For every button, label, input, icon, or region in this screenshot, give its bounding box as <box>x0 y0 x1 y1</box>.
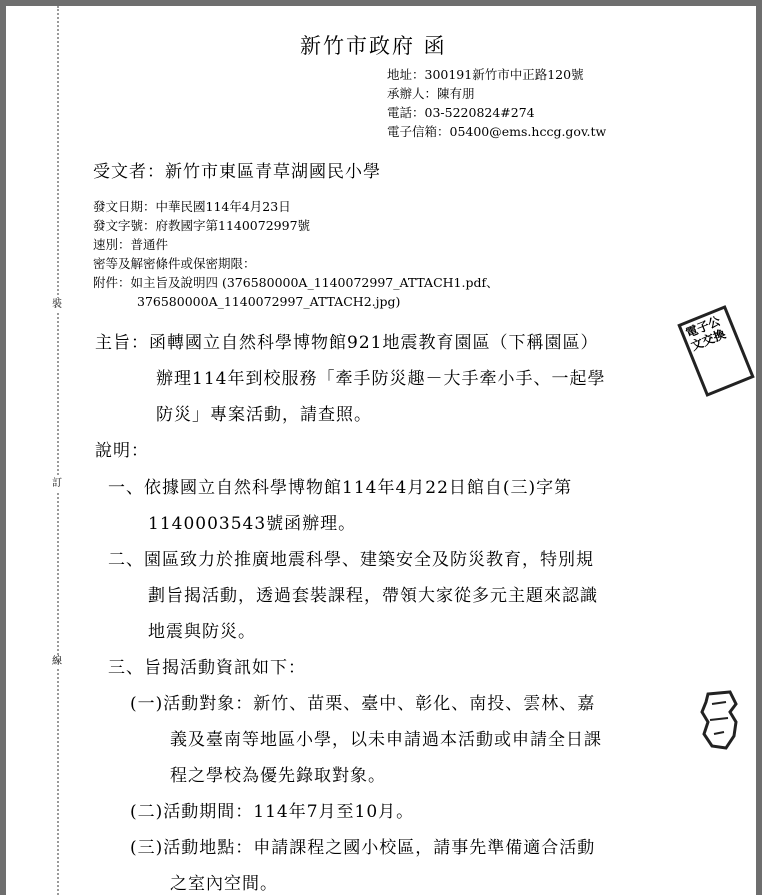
explanation-item2-line1: 二、園區致力於推廣地震科學、建築安全及防災教育，特別規 <box>108 550 594 570</box>
window-frame-left <box>0 0 6 895</box>
meta-speed: 速別：普通件 <box>93 237 169 252</box>
contact-phone: 電話：03-5220824#274 <box>387 105 535 120</box>
explanation-item3-sub2: (二)活動期間：114年7月至10月。 <box>130 802 415 822</box>
binding-line <box>57 6 59 895</box>
window-frame-right <box>756 0 762 895</box>
explanation-item3-sub1-line2: 義及臺南等地區小學，以未申請過本活動或申請全日課 <box>170 730 602 750</box>
explanation-item1-line2: 1140003543號函辦理。 <box>148 514 357 534</box>
explanation-heading: 說明： <box>95 441 149 461</box>
explanation-item2-line3: 地震與防災。 <box>148 622 256 642</box>
contact-address: 地址：300191新竹市中正路120號 <box>387 67 584 82</box>
explanation-item2-line2: 劃旨揭活動，透過套裝課程，帶領大家從多元主題來認識 <box>148 586 598 606</box>
window-frame-top <box>0 0 762 6</box>
document-title: 新竹市政府 函 <box>300 34 447 58</box>
subject-line1: 主旨：函轉國立自然科學博物館921地震教育園區（下稱園區） <box>95 333 599 353</box>
explanation-item1-line1: 一、依據國立自然科學博物館114年4月22日館自(三)字第 <box>108 478 573 498</box>
explanation-item3-sub1-line3: 程之學校為優先錄取對象。 <box>170 766 386 786</box>
binding-mark-top: 裝 <box>52 299 62 310</box>
explanation-item3-sub1-line1: (一)活動對象：新竹、苗栗、臺中、彰化、南投、雲林、嘉 <box>130 694 596 714</box>
meta-date: 發文日期：中華民國114年4月23日 <box>93 199 291 214</box>
explanation-item3-sub3-line2: 之室內空間。 <box>170 874 278 894</box>
subject-line3: 防災」專案活動，請查照。 <box>156 405 372 425</box>
meta-attachments-line1: 附件：如主旨及說明四 (376580000A_1140072997_ATTACH1.pdf、 <box>93 275 499 290</box>
binding-mark-middle: 訂 <box>52 478 62 489</box>
explanation-item3-line1: 三、旨揭活動資訊如下： <box>108 658 306 678</box>
meta-attachments-line2: 376580000A_1140072997_ATTACH2.jpg) <box>137 294 401 309</box>
recipient: 受文者：新竹市東區青草湖國民小學 <box>93 162 381 182</box>
seal-icon <box>700 690 738 750</box>
binding-mark-bottom: 線 <box>52 656 62 667</box>
contact-handler: 承辦人：陳有朋 <box>387 86 475 101</box>
meta-doc-number: 發文字號：府教國字第1140072997號 <box>93 218 311 233</box>
subject-line2: 辦理114年到校服務「牽手防災趣－大手牽小手、一起學 <box>156 369 606 389</box>
explanation-item3-sub3-line1: (三)活動地點：申請課程之國小校區，請事先準備適合活動 <box>130 838 596 858</box>
contact-email: 電子信箱：05400@ems.hccg.gov.tw <box>387 124 607 139</box>
meta-security: 密等及解密條件或保密期限： <box>93 256 256 271</box>
electronic-exchange-stamp: 電子公文交換 <box>677 305 754 397</box>
